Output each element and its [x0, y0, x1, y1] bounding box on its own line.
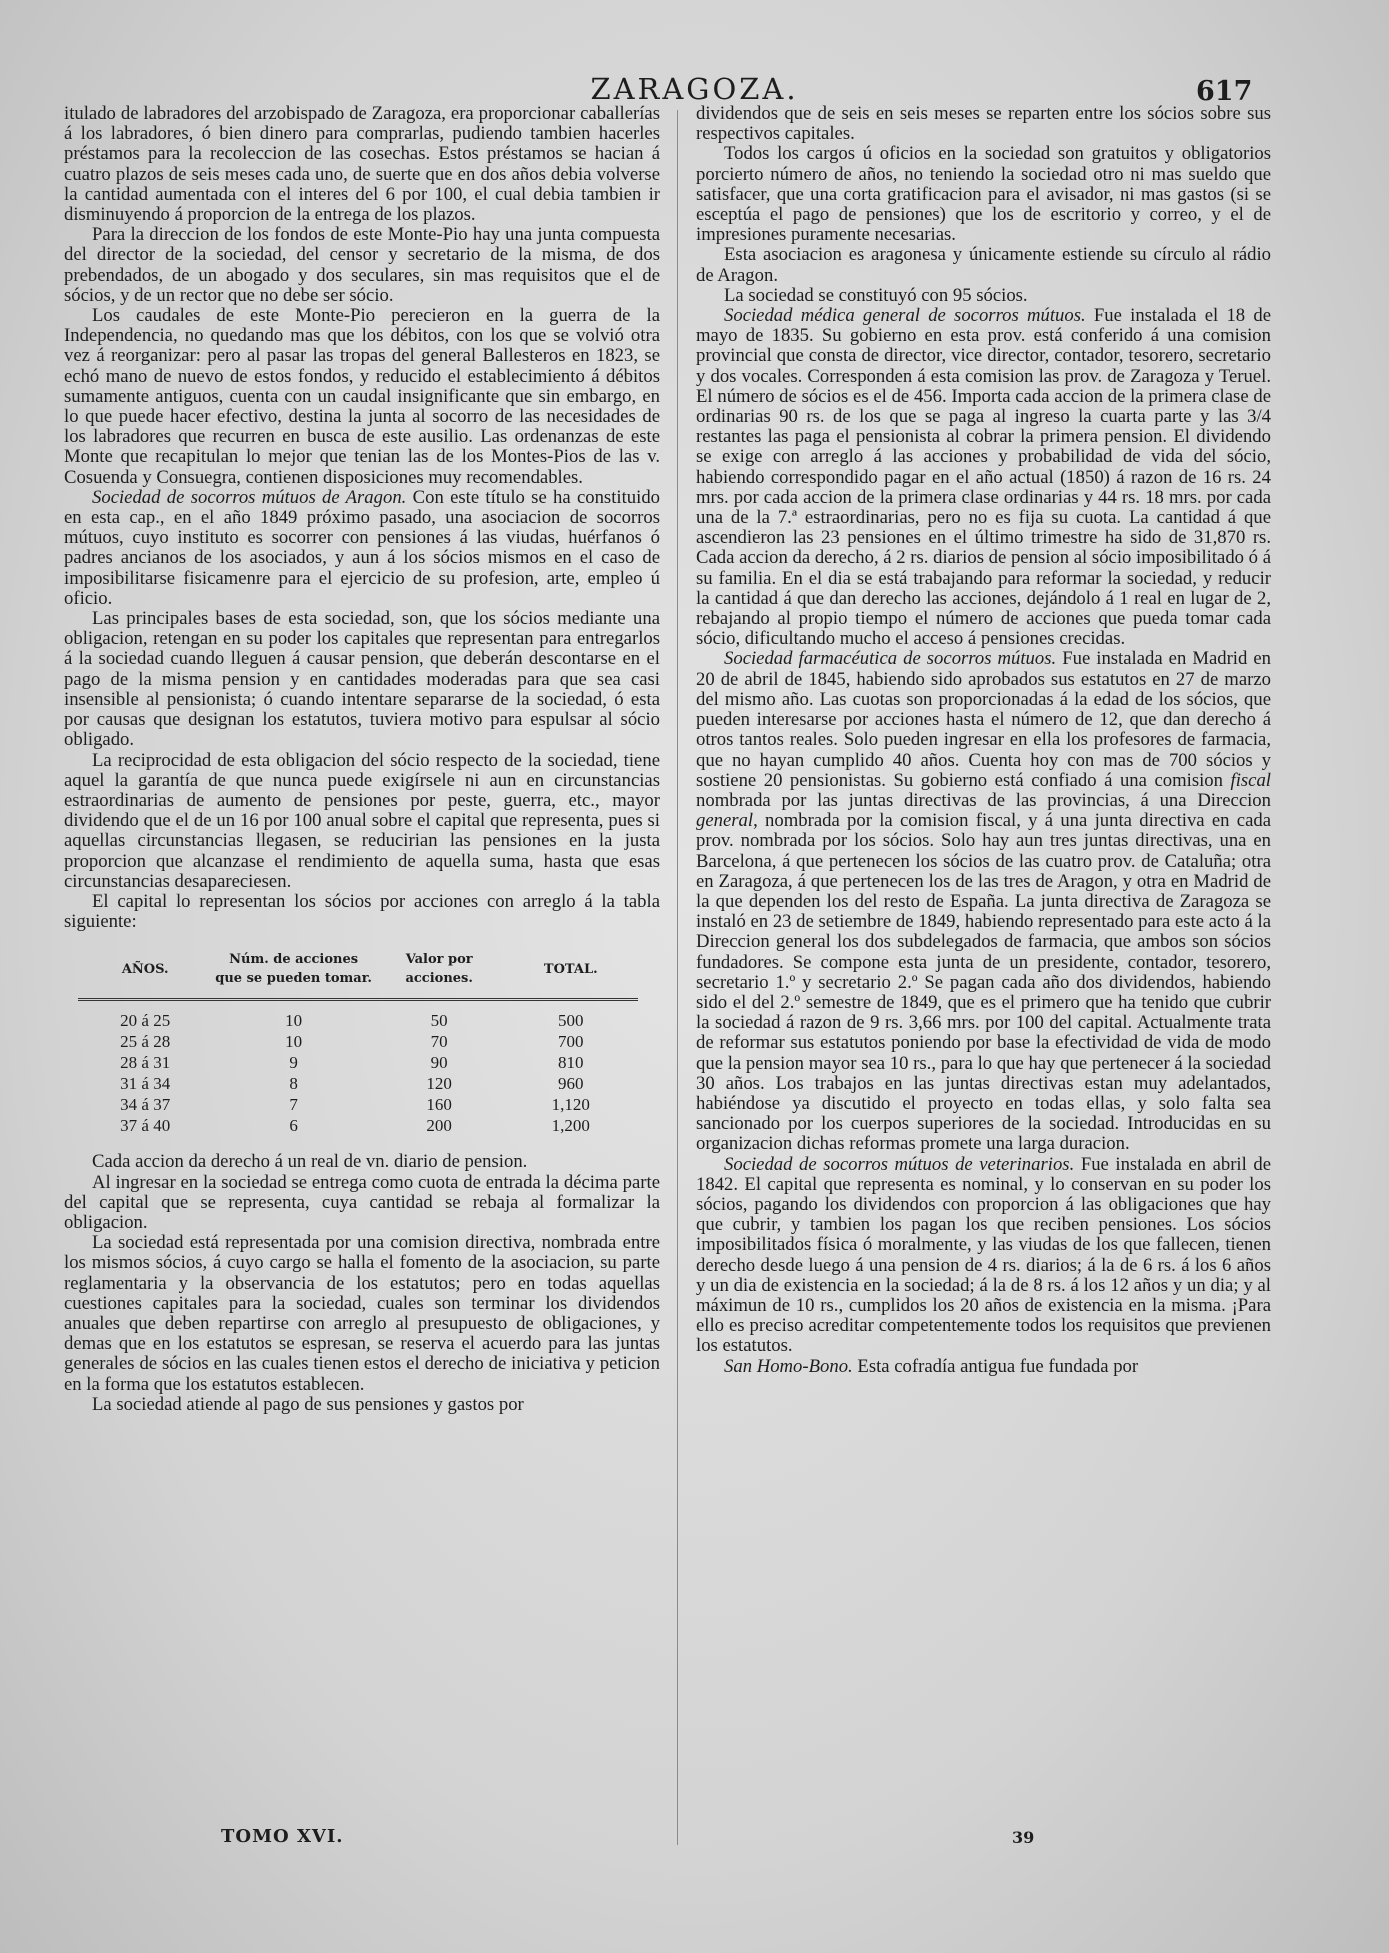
header-num-acciones: Núm. de acciones que se pueden tomar. [212, 946, 374, 1001]
signature-mark: 39 [1012, 1828, 1035, 1847]
section-heading: Sociedad farmacéutica de socorros mútuos. [724, 648, 1057, 670]
left-column [64, 104, 660, 1415]
shares-table [78, 946, 638, 1136]
paragraph: La sociedad atiende al pago de sus pensiones y gastos por [92, 1393, 524, 1415]
paragraph: La sociedad está representada por una comision directiva, nombrada entre los mismos sócios, á cuyo cargo se halla el fomento de la asociacion, su parte reglamentaria y la observancia de los estatutos; pero en todas aquellas cuestiones capitales para la sociedad, cuales son terminar los dividendos anuales que deben repartirse con arreglo al presupuesto de obligaciones, y demas que en los estatutos se espresan, se reserva el acuerdo para las juntas generales de sócios en las cuales tienen estos el derecho de iniciativa y peticion en la forma que los estatutos establecen. [64, 1232, 660, 1395]
paragraph: Sociedad de socorros mútuos de veterinarios. Fue instalada en abril de 1842. El capital que representa es nominal, y lo conservan en su poder los sócios, pagando los dividendos con proporcion á las obligaciones que hay que cubrir, y tambien los pagan los que reciben pensiones. Los sócios imposibilitados física ó moralmente, y las viudas de los que fallecen, tienen derecho desde luego á una pension de 4 rs. diarios; á la de 6 rs. á los 6 años y un dia de existencia en la sociedad; á la de 8 rs. á los 12 años y un dia; y al máximun de 10 rs., cumplidos los 20 años de existencia en la misma. ¡Para ello es preciso acreditar competentemente todos los requisitos que previenen los estatutos. [696, 1153, 1272, 1357]
section-heading: Sociedad de socorros mútuos de Aragon. [92, 486, 407, 508]
table-row: 34 á 37 7 160 1,120 [120, 1095, 590, 1115]
paragraph: Las principales bases de esta sociedad, son, que los sócios mediante una obligacion, retengan en su poder los capitales que representan para entregarlos á la sociedad cuando lleguen á causar pension, que deberán descontarse en el pago de la misma pension y en cantidades moderadas para que sea casi insensible al pensionista; ó cuando intentare separarse de la sociedad, ó esta por causas que designan los estatutos, tuviera motivo para espulsar al sócio obligado. [64, 608, 660, 751]
section-heading: San Homo-Bono. [724, 1355, 853, 1377]
paragraph: dividendos que de seis en seis meses se reparten entre los sócios sobre sus respectivos capitales. [696, 103, 1271, 145]
paragraph: itulado de labradores del arzobispado de Zaragoza, era proporcionar caballerías á los labradores, ó bien dinero para comprarlas, pudiendo tambien hacerles préstamos para la recoleccion de las cosechas. Estos préstamos se hacian á cuatro plazos de seis meses cada uno, de suerte que en dos años debia volverse la cantidad aumentada con el interes del 6 por 100, el cual debia tambien ir disminuyendo á proporcion de la entrega de los plazos. [64, 103, 660, 226]
header-years: AÑOS. [78, 946, 212, 1001]
paragraph: Los caudales de este Monte-Pio perecieron en la guerra de la Independencia, no quedando mas que los débitos, con los que se volvió otra vez á reorganizar: pero al pasar las tropas del general Ballesteros en 1823, se echó mano de nuevo de estos fondos, y reducido el establecimiento á débitos sumamente antiguos, cuenta con un caudal insignificante que sin embargo, en lo que puede hacer efectivo, destina la junta al socorro de las necesidades de los labradores que recurren en busca de este ausilio. Las ordenanzas de este Monte que recapitulan lo mejor que tenian las de los Montes-Pios de las v. Cosuenda y Consuegra, contienen disposiciones muy recomendables. [64, 305, 660, 488]
paragraph: Para la direccion de los fondos de este Monte-Pio hay una junta compuesta del director de la sociedad, del censor y secretario de la misma, de dos prebendados, de un abogado y dos seculares, sin mas requisitos que el de sócios, y de un rector que no debe ser sócio. [64, 224, 660, 306]
header-total: TOTAL. [504, 946, 638, 1001]
paragraph: San Homo-Bono. Esta cofradía antigua fue fundada por [724, 1355, 1139, 1377]
paragraph: Sociedad farmacéutica de socorros mútuos. Fue instalada en Madrid en 20 de abril de 1845, habiendo sido aprobados sus estatutos en 27 de marzo del mismo año. Las cuotas son proporcionadas á la edad de los sócios, que pueden interesarse por acciones hasta el número de 12, que dan derecho á otros tantos reales. Solo pueden ingresar en ella los profesores de farmacia, que no hayan cumplido 40 años. Cuenta hoy con mas de 700 sócios y sostiene 20 pensionistas. Su gobierno está confiado á una comision fiscal nombrada por las juntas directivas de las provincias, á una Direccion general, nombrada por la comision fiscal, y á una junta directiva en cada prov. nombrada por los sócios. Solo hay aun tres juntas directivas, una en Barcelona, á que pertenecen los sócios de las cuatro prov. de Cataluña; otra en Zaragoza, á que pertenecen los de las tres de Aragon, y otra en Madrid de la que dependen los del resto de España. La junta directiva de Zaragoza se instaló en 23 de setiembre de 1849, habiendo representado para este acto á la Direccion general los dos subdelegados de farmacia, que ambos son sócios fundadores. Se compone esta junta de un presidente, contador, tesorero, secretario 1.º y secretario 2.º Se pagan cada año dos dividendos, habiendo sido el del 2.º semestre de 1849, que es el primero que ha tenido que cubrir la sociedad á razon de 9 rs. 3,66 mrs. por 100 del capital. Actualmente trata de reformar sus estatutos poniendo por base la efectividad de vida de modo que la pension mayor sea 10 rs., para lo que hay que pertenecer á la sociedad 30 años. Los trabajos en las juntas directivas estan muy adelantados, habiéndose ya discutido el proyecto en todas ellas, y solo falta sea sancionado por los cuerpos superiores de la sociedad. Introducidas en su organizacion dichas reformas promete una larga duracion. [696, 648, 1271, 1155]
paragraph: Sociedad médica general de socorros mútuos. Fue instalada el 18 de mayo de 1835. Su gobierno en esta prov. está conferido á una comision provincial que consta de director, vice director, contador, tesorero, secretario y dos vocales. Corresponden á esta comision las prov. de Zaragoza y Teruel. El número de sócios es el de 456. Importa cada accion de la primera clase de ordinarias 90 rs. de los que se paga al ingreso la cuarta parte y las 3/4 restantes las paga el pensionista al cobrar la primera pension. El dividendo se exige con arreglo á las acciones y probabilidad de vida del sócio, habiendo correspondido pagar en el año actual (1850) á razon de 16 rs. 24 mrs. por cada accion de la primera clase ordinarias y 44 rs. 18 mrs. por cada una de la 7.ª estraordinarias, pero no es fija su cuota. La cantidad á que ascendieron las 23 pensiones en el último trimestre ha sido de 31,870 rs. Cada accion da derecho, á 2 rs. diarios de pension al sócio imposibilitado ó á su familia. En el dia se está trabajando para reformar la sociedad, y reducir la cantidad á que dan derecho las acciones, dejándolo á 1 real en lugar de 2, rebajando al propio tiempo el número de acciones que pueda tomar cada sócio, dificultando mucho el acceso á pensiones crecidas. [696, 305, 1271, 650]
running-title: ZARAGOZA. [590, 72, 799, 106]
column-divider [677, 110, 678, 1845]
paragraph: La reciprocidad de esta obligacion del sócio respecto de la sociedad, tiene aquel la garantía de que nunca puede exigírsele ni aun en circunstancias estraordinarias de aumento de pensiones por peste, guerra, etc., mayor dividendo que el de un 16 por 100 anual sobre el capital que representa, pues si aquellas circunstancias llegasen, se reducirian las pensiones en la justa proporcion que alcanzase el rendimiento de aquella suma, hasta que esas circunstancias desapareciesen. [64, 749, 660, 892]
table-header-row [78, 946, 638, 1001]
table-row: 28 á 31 9 90 810 [120, 1053, 584, 1073]
table-row: 25 á 28 10 70 700 [120, 1032, 584, 1052]
section-heading: Sociedad de socorros mútuos de veterinarios. [724, 1153, 1075, 1175]
page-number: 617 [1196, 76, 1253, 107]
paragraph: Todos los cargos ú oficios en la sociedad son gratuitos y obligatorios porcierto número de años, no teniendo la sociedad otro ni mas sueldo que satisfacer, que una corta gratificacion para el avisador, ni mas gastos (si se esceptúa el pago de pensiones) que los de escritorio y correo, y el de impresiones puramente necesarias. [696, 143, 1271, 246]
paragraph: Al ingresar en la sociedad se entrega como cuota de entrada la décima parte del capital que se representa, cuya cantidad se rebaja al formalizar la obligacion. [64, 1171, 660, 1233]
paragraph: Esta asociacion es aragonesa y únicamente estiende su círculo al rádio de Aragon. [696, 244, 1271, 286]
table-row: 20 á 25 10 50 500 [120, 1011, 584, 1031]
paragraph: El capital lo representan los sócios por acciones con arreglo á la tabla siguiente: [64, 890, 660, 933]
header-valor: Valor por acciones. [375, 946, 504, 1001]
volume-label: TOMO XVI. [221, 1826, 344, 1847]
paragraph: Cada accion da derecho á un real de vn. diario de pension. [92, 1151, 528, 1173]
table-row: 37 á 40 6 200 1,200 [120, 1116, 590, 1136]
section-heading: Sociedad médica general de socorros mútuos. [724, 305, 1086, 327]
paragraph: Sociedad de socorros mútuos de Aragon. Con este título se ha constituido en esta cap., en el año 1849 próximo pasado, una asociacion de socorros mútuos, cuyo instituto es socorrer con pensiones á las viudas, huérfanos ó padres ancianos de los asociados, y aun á los sócios mismos en el caso de imposibilitarse fisicamenre para el ejercicio de su profesion, arte, empleo ú oficio. [64, 486, 661, 609]
right-column [696, 104, 1271, 1377]
table-row: 31 á 34 8 120 960 [120, 1074, 584, 1094]
paragraph: La sociedad se constituyó con 95 sócios. [724, 284, 1028, 306]
